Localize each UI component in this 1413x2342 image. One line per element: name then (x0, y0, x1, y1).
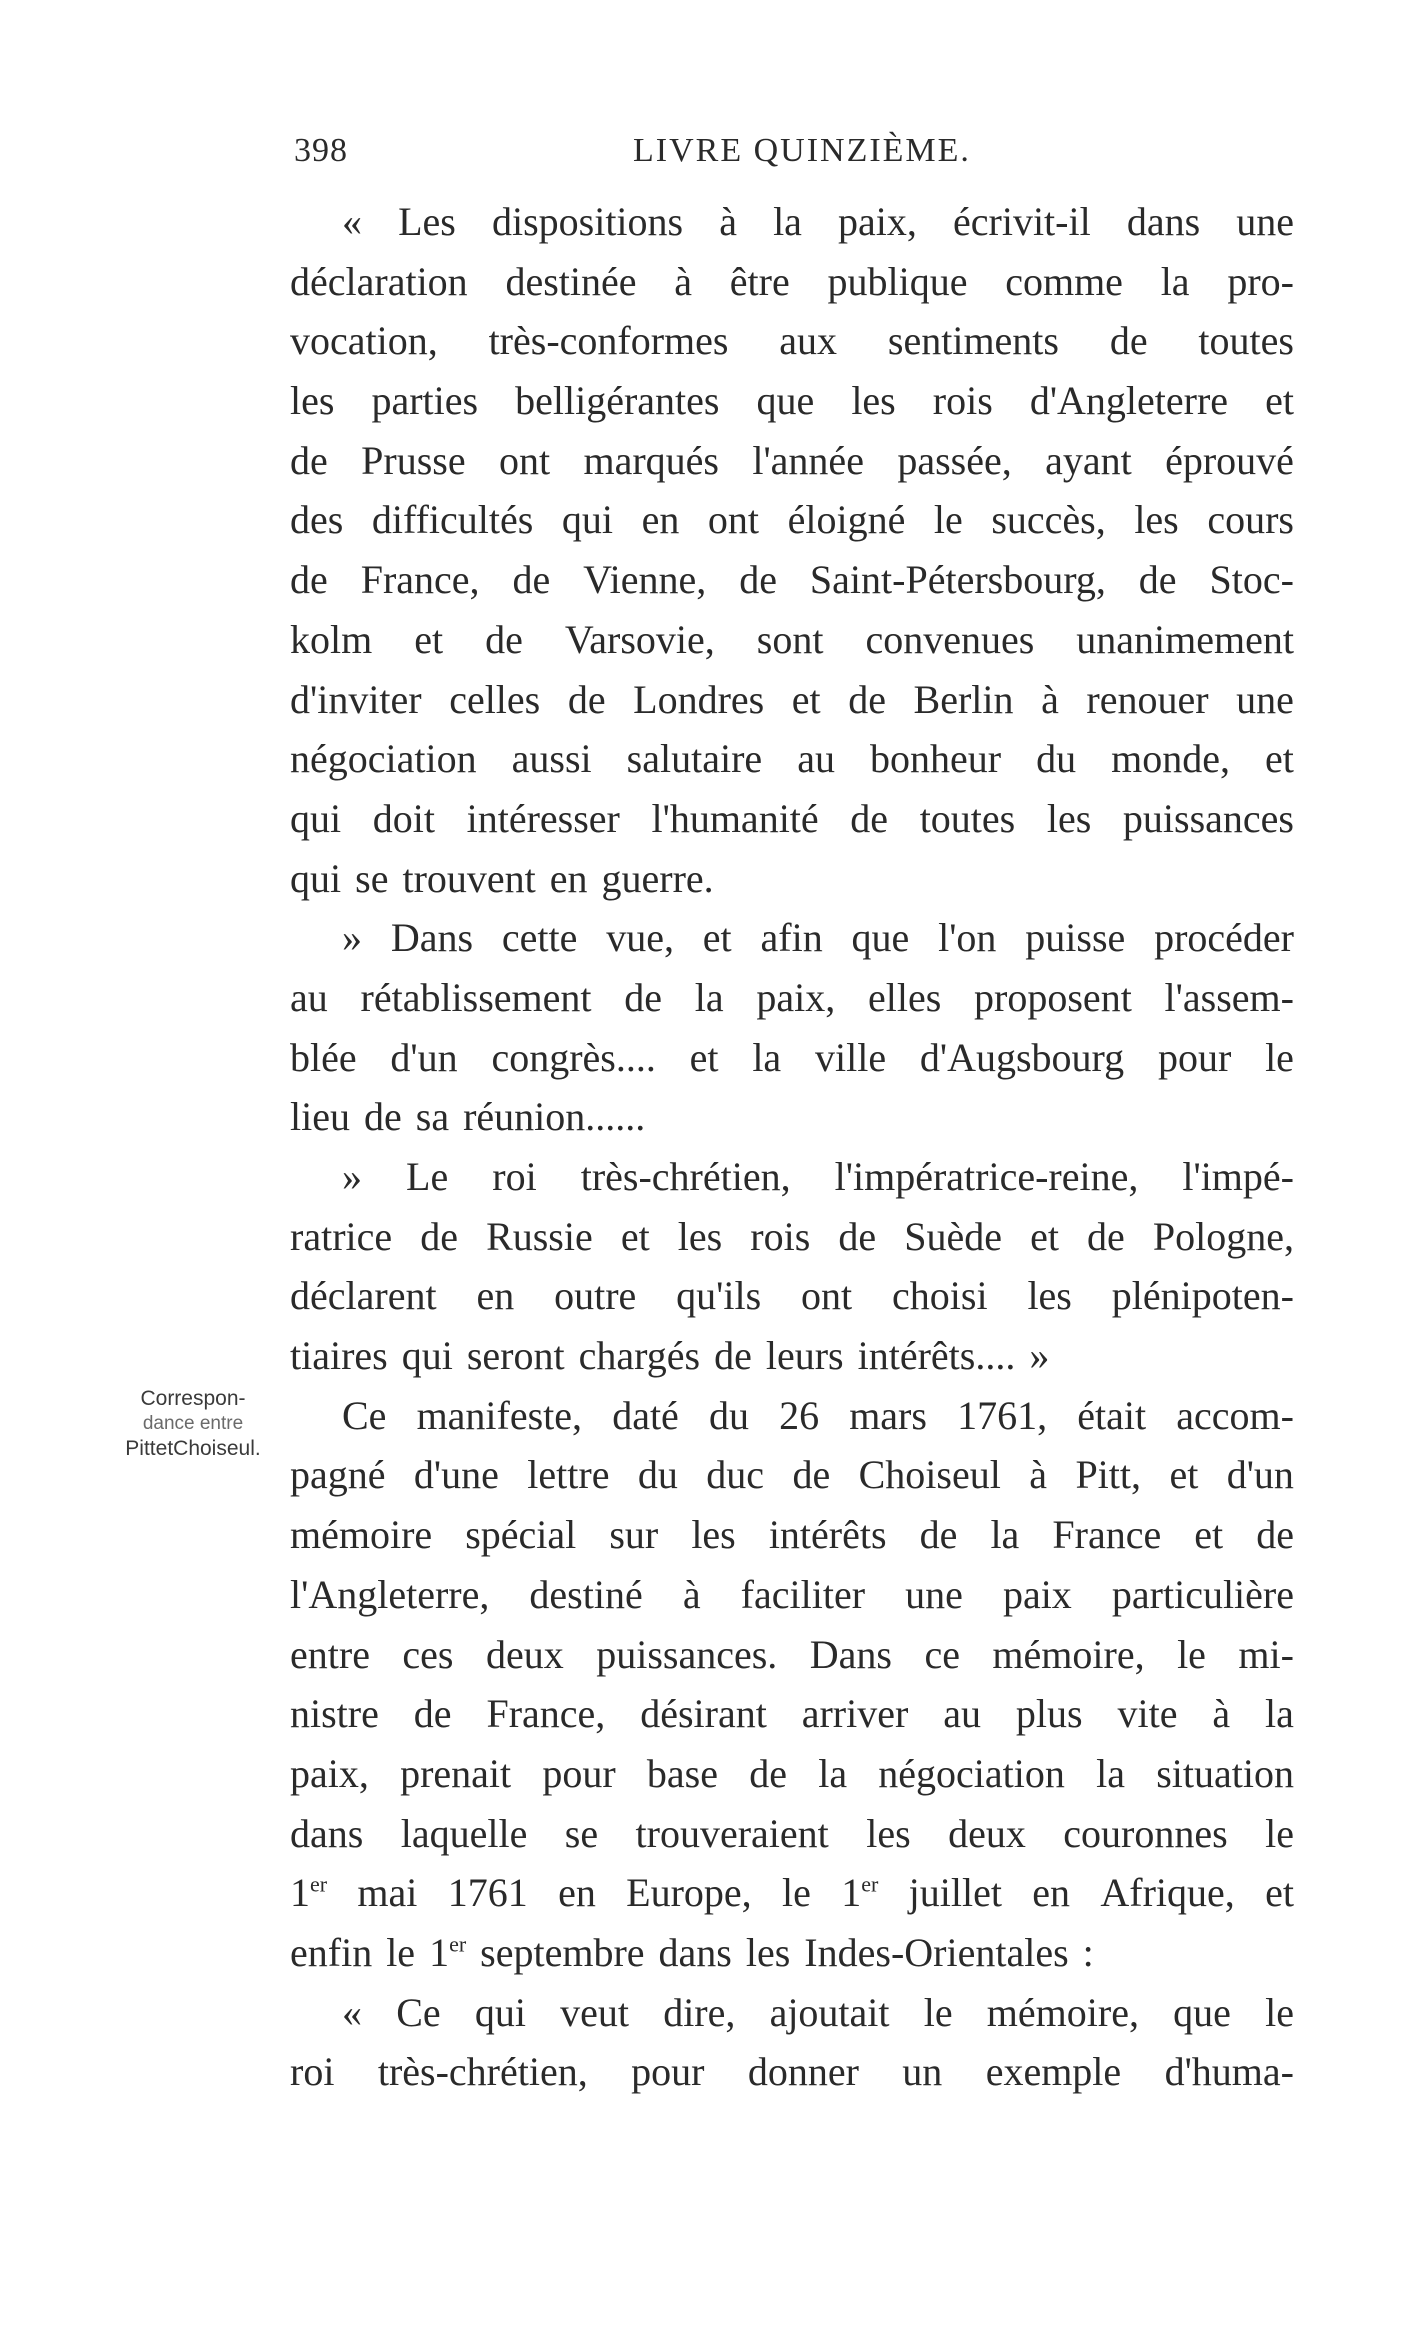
page-number: 398 (294, 132, 348, 169)
text-line: négociation aussi salutaire au bonheur du monde, et (290, 736, 1294, 782)
text-line: » Le roi très-chrétien, l'impératrice-reine, l'impé- (342, 1154, 1294, 1199)
text-line: 1er mai 1761 en Europe, le 1er juillet en Afrique, et (290, 1870, 1294, 1916)
margin-note-line: Correspon- (140, 1387, 246, 1410)
text-line: déclaration destinée à être publique comme la pro- (290, 258, 1294, 304)
text-line: qui doit intéresser l'humanité de toutes les puissances (290, 795, 1294, 841)
text-line: pagné d'une lettre du duc de Choiseul à Pitt, et d'un (290, 1452, 1294, 1498)
text-line: entre ces deux puissances. Dans ce mémoire, le mi- (290, 1631, 1294, 1677)
text-line: au rétablissement de la paix, elles proposent l'assem- (290, 974, 1294, 1020)
margin-note-line: dance entre (142, 1413, 244, 1434)
text-line: roi très-chrétien, pour donner un exemple d'huma- (290, 2049, 1294, 2095)
text-line: mémoire spécial sur les intérêts de la France et de (290, 1512, 1294, 1558)
text-line: déclarent en outre qu'ils ont choisi les plénipoten- (290, 1273, 1294, 1319)
text-line: tiaires qui seront chargés de leurs intérêts.... » (290, 1333, 1050, 1379)
text-line: kolm et de Varsovie, sont convenues unanimement (290, 616, 1294, 662)
text-line: blée d'un congrès.... et la ville d'Augsbourg pour le (290, 1034, 1294, 1080)
margin-note (108, 1385, 278, 1463)
running-title: LIVRE QUINZIÈME. (633, 132, 971, 169)
text-line: paix, prenait pour base de la négociation la situation (290, 1750, 1294, 1796)
text-line: dans laquelle se trouveraient les deux couronnes le (290, 1810, 1294, 1856)
text-line: des difficultés qui en ont éloigné le succès, les cours (290, 497, 1294, 543)
text-line: d'inviter celles de Londres et de Berlin à renouer une (290, 676, 1294, 722)
text-line: de France, de Vienne, de Saint-Pétersbourg, de Stoc- (290, 557, 1294, 603)
body-text (290, 192, 1294, 2102)
text-line: vocation, très-conformes aux sentiments de toutes (290, 318, 1294, 364)
margin-note-line: PittetChoiseul. (125, 1437, 261, 1460)
text-line: ratrice de Russie et les rois de Suède et de Pologne, (290, 1213, 1294, 1259)
text-line: Ce manifeste, daté du 26 mars 1761, était accom- (342, 1392, 1294, 1438)
text-line: lieu de sa réunion...... (290, 1094, 646, 1140)
text-line: enfin le 1er septembre dans les Indes-Orientales : (290, 1929, 1094, 1975)
text-line: l'Angleterre, destiné à faciliter une paix particulière (290, 1571, 1294, 1617)
text-line: de Prusse ont marqués l'année passée, ayant éprouvé (290, 437, 1294, 483)
text-line: » Dans cette vue, et afin que l'on puisse procéder (342, 915, 1294, 961)
text-line: « Les dispositions à la paix, écrivit-il dans une (342, 199, 1294, 244)
text-line: « Ce qui veut dire, ajoutait le mémoire, que le (342, 1989, 1294, 2035)
text-line: les parties belligérantes que les rois d'Angleterre et (290, 378, 1294, 424)
text-line: nistre de France, désirant arriver au plus vite à la (290, 1691, 1294, 1737)
page-header (288, 126, 1292, 174)
text-line: qui se trouvent en guerre. (290, 855, 714, 901)
